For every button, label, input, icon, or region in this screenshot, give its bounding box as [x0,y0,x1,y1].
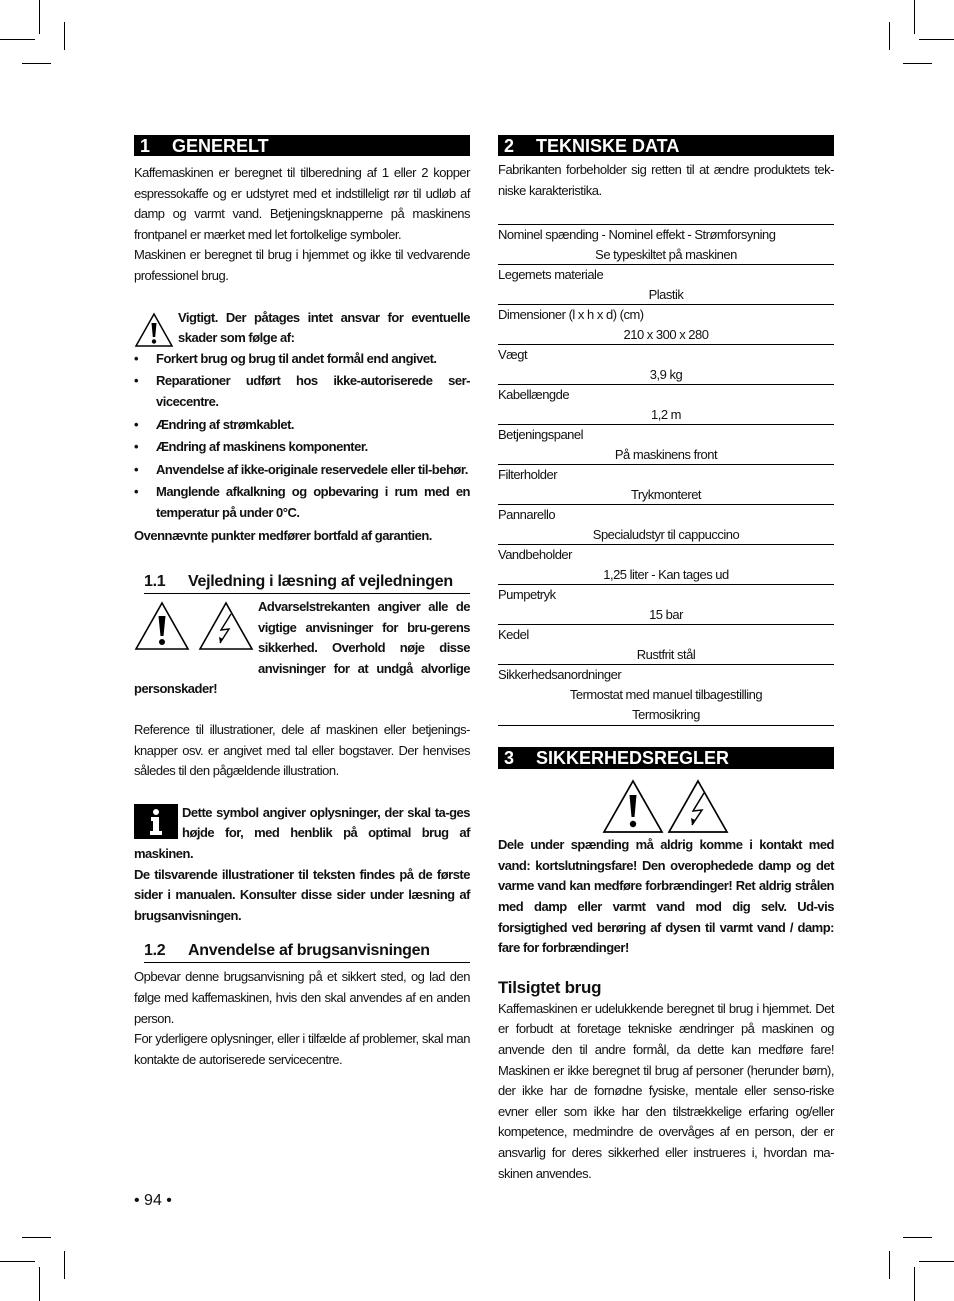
section-heading-generelt: 1 GENERELT [134,135,470,156]
row-value: Termostat med manuel tilbagestilling [569,687,763,703]
generelt-paragraph: Maskinen er beregnet til brug i hjemmet og ikke til vedvarende professionel brug. [134,247,470,283]
row-value: Specialudstyr til cappuccino [592,527,740,543]
table-row [498,385,834,425]
page-number: • 94 • [134,1192,172,1209]
row-value: 210 x 300 x 280 [623,327,709,343]
table-row [498,305,834,345]
warning-outro: Ovennævnte punkter medfører bortfald af garantien. [134,527,432,543]
warning-block [134,597,470,700]
row-label: Filterholder [498,467,558,483]
row-label: Kabellængde [498,387,570,403]
warning-list [134,349,470,524]
info-icon-wrap [134,803,182,844]
row-value: Termosikring [632,707,700,723]
table-row [498,625,834,665]
anvendelse-paragraph: Opbevar denne brugsanvisning på et sikkert sted, og lad den følge med kaffemaskinen, hvis den skal anvendes af en anden person. [134,969,470,1026]
electric-shock-icon [667,779,729,834]
warning-icons [498,769,834,835]
info-block [134,803,470,865]
technical-data-table [498,224,834,726]
warning-block [134,308,470,349]
section-heading-tekniske-data: 2 TEKNISKE DATA [498,135,834,156]
row-label: Betjeningspanel [498,427,584,443]
row-value: Trykmonteret [630,487,702,503]
row-value: 15 bar [649,607,683,623]
table-row [498,665,834,726]
table-row [498,585,834,625]
table-row [498,505,834,545]
list-item: • Ændring af strømkablet. [134,416,295,432]
table-row [498,265,834,305]
section-heading-sikkerhedsregler: 3 SIKKERHEDSREGLER [498,747,834,769]
electric-shock-icon [198,601,254,651]
warning-triangle-icon [134,601,190,651]
table-row [498,425,834,465]
warning-text: Advarselstrekanten angiver alle de vigtige anvisninger for bru-gerens sikkerhed. Overhold nøje disse anvisninger for at undgå alvorlige personskader! [134,599,470,697]
tilsigtet-brug-text: Kaffemaskinen er udelukkende beregnet til brug i hjemmet. Det er forbudt at foretage tekniske ændringer på maskinen og anvende den til andre formål, da dette kan medføre fare! Maskinen er ikke beregnet til brug af personer (herunder børn), der ikke har de fornødne fysiske, mentale eller senso-riske evner eller som ikke har den tilstrækkelige erfaring og/eller kompetence, medmindre de overvåges af en person, der er ansvarlig for deres sikkerhed eller instrueres i, hvordan ma-skinen anvendes. [498,1000,834,1181]
row-label: Vægt [498,347,528,363]
row-label: Pumpetryk [498,587,556,603]
tekniske-intro: Fabrikanten forbeholder sig retten til at ændre produktets tek-niske karakteristika. [498,162,834,198]
warning-icons [134,597,258,659]
row-label: Nominel spænding - Nominel effekt - Strømforsyning [498,227,776,243]
row-label: Vandbeholder [498,547,572,563]
right-column [498,135,834,1184]
row-value: 1,2 m [650,407,681,423]
row-value: Rustfrit stål [636,647,696,663]
tilsigtet-brug-heading: Tilsigtet brug [498,977,602,997]
row-value: 3,9 kg [649,367,683,383]
row-label: Pannarello [498,507,556,523]
table-row [498,345,834,385]
list-item: • Ændring af maskinens komponenter. [134,439,368,455]
table-row [498,545,834,585]
row-value: Se typeskiltet på maskinen [595,247,737,263]
row-label: Dimensioner (l x h x d) (cm) [498,307,644,323]
row-value: Plastik [648,287,684,303]
vejledning-paragraph: Reference til illustrationer, dele af maskinen eller betjenings-knapper osv. er angivet med tal eller bogstaver. Der henvises således til den pågældende illustration. [134,722,470,779]
warning-triangle-icon [602,779,664,834]
safety-warning-text: Dele under spænding må aldrig komme i kontakt med vand: kortslutningsfare! Den overophedede damp og det varme vand kan medføre forbrændinger! Ret aldrig strålen med damp eller varmt vand mod dig selv. Ud-vis forsigtighed ved berøring af dysen til varmt vand / damp: fare for forbrændinger! [498,837,834,956]
warning-triangle-icon [134,312,174,348]
list-item: • Anvendelse af ikke-originale reservedele eller til-behør. [134,461,468,477]
row-label: Kedel [498,627,529,643]
subsection-heading-vejledning: 1.1 Vejledning i læsning af vejledningen [144,570,470,594]
list-item: • Forkert brug og brug til andet formål end angivet. [134,350,437,366]
warning-intro: Vigtigt. Der påtages intet ansvar for eventuelle skader som følge af: [178,309,470,346]
generelt-paragraph: Kaffemaskinen er beregnet til tilberedning af 1 eller 2 kopper espressokaffe og er udstyret med et indstilleligt rør til udløb af damp og varmt vand. Betjeningsknapperne på maskinens frontpanel er mærket med let fortolkelige symboler. [134,165,470,242]
info-icon [134,804,178,839]
table-row [498,225,834,265]
left-column [134,135,470,1070]
list-item: • Manglende afkalkning og opbevaring i rum med en temperatur på under 0°C. [134,484,470,520]
row-value: På maskinens front [614,447,718,463]
row-label: Sikkerhedsanordninger [498,667,622,683]
row-value: 1,25 liter - Kan tages ud [603,567,729,583]
info-text-2: De tilsvarende illustrationer til teksten findes på de første sider i manualen. Konsulter disse sider under læsning af brugsanvisningen. [134,866,470,923]
row-label: Legemets materiale [498,267,604,283]
anvendelse-paragraph: For yderligere oplysninger, eller i tilfælde af problemer, skal man kontakte de autoriserede servicecentre. [134,1031,470,1067]
table-row [498,465,834,505]
list-item: • Reparationer udført hos ikke-autoriserede ser-vicecentre. [134,373,470,409]
subsection-heading-anvendelse: 1.2 Anvendelse af brugsanvisningen [144,939,470,963]
info-text: Dette symbol angiver oplysninger, der skal ta-ges højde for, med henblik på optimal brug af maskinen. [134,804,470,862]
